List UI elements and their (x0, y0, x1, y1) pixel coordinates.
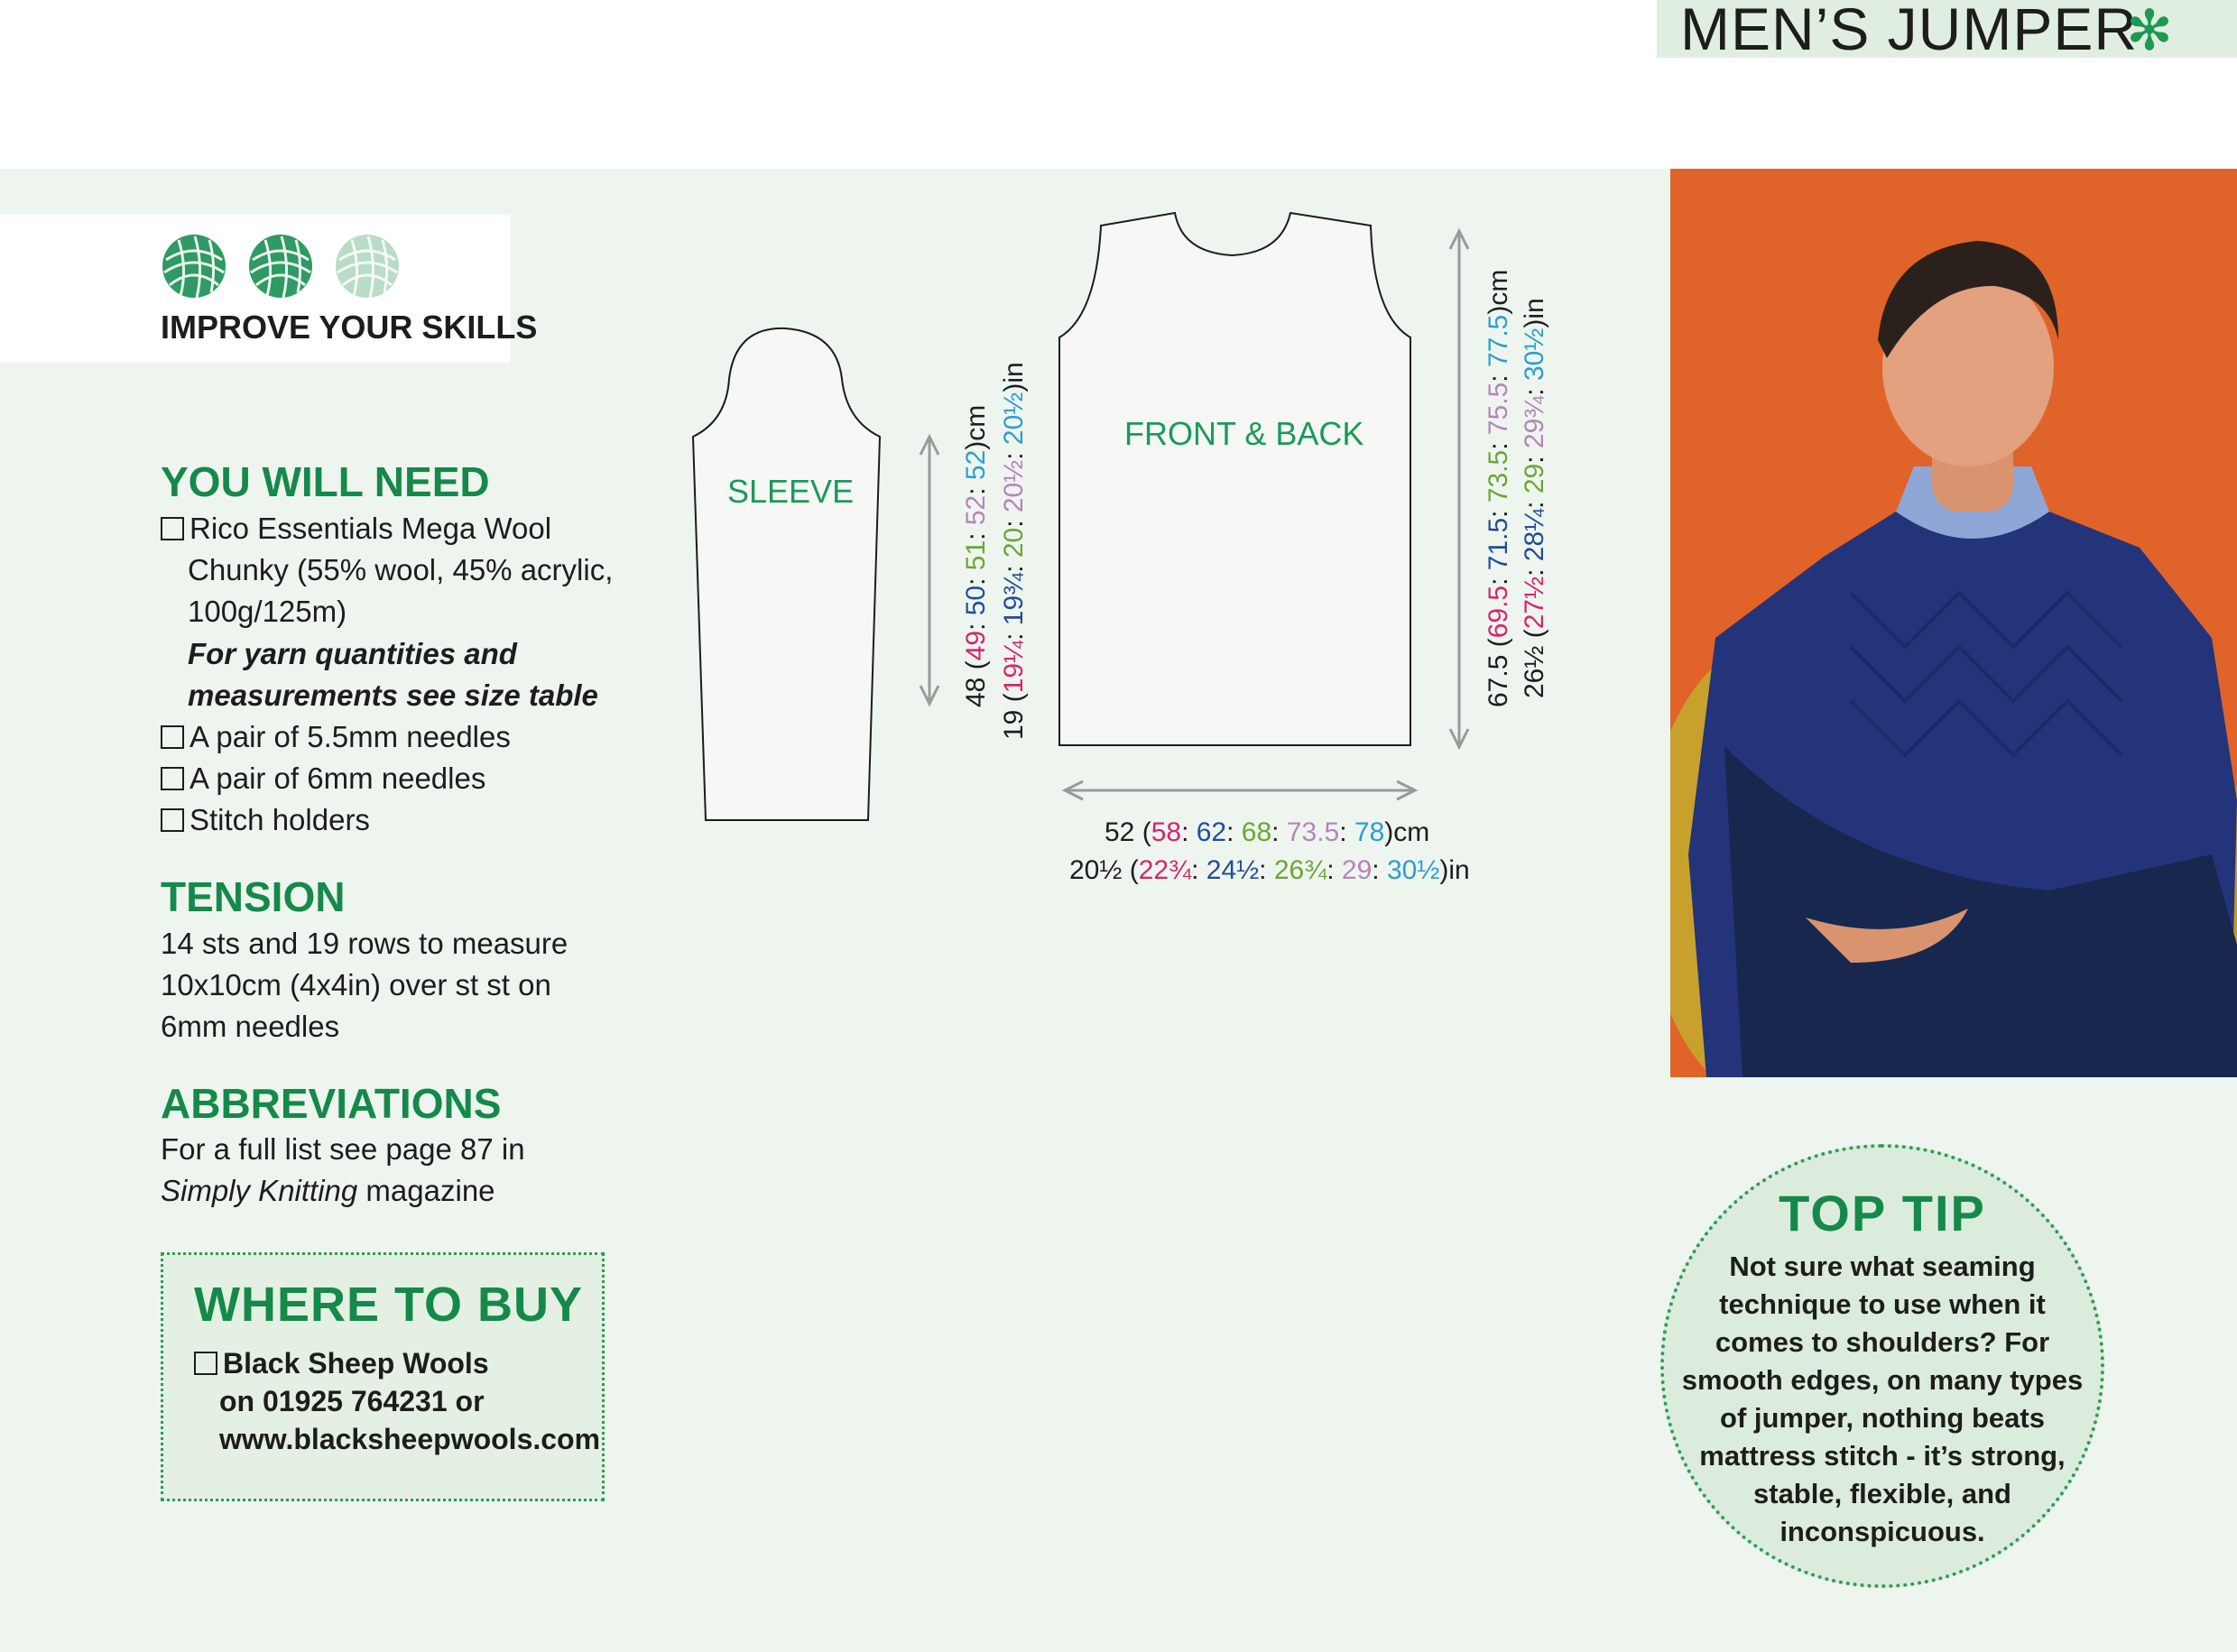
list-item: Rico Essentials Mega Wool (161, 508, 551, 549)
size-value: 67.5 (1484, 654, 1513, 707)
size-separator: : (961, 480, 991, 495)
size-value: 20½ (999, 392, 1029, 446)
stockist-name: Black Sheep Wools (194, 1347, 489, 1380)
top-tip-line: technique to use when it (1719, 1288, 2046, 1320)
size-separator: : (1484, 435, 1513, 450)
size-separator: : (1191, 855, 1206, 885)
page-title: MEN’S JUMPER (1680, 0, 2139, 62)
body-width-in (1069, 855, 1470, 886)
body-width-cm (1105, 817, 1429, 848)
size-value: 71.5 (1484, 517, 1513, 571)
size-separator: : (1326, 855, 1342, 885)
size-value: 28¼ (1520, 508, 1549, 562)
size-separator: : (1181, 817, 1197, 847)
size-separator: : (999, 445, 1029, 460)
size-separator: ( (1484, 638, 1513, 655)
where-to-buy-heading: WHERE TO BUY (194, 1278, 584, 1332)
list-item-continuation: Chunky (55% wool, 45% acrylic, (188, 553, 614, 586)
skill-level-label: IMPROVE YOUR SKILLS (161, 309, 538, 346)
size-value: 19¼ (999, 640, 1029, 694)
size-unit: )cm (1384, 817, 1430, 847)
sleeve-length-cm (961, 405, 992, 707)
list-item: Stitch holders (161, 799, 370, 841)
top-tip-line: mattress stitch - it’s strong, (1699, 1440, 2066, 1472)
size-value: 27½ (1520, 576, 1549, 630)
tension-text: 6mm needles (161, 1010, 340, 1043)
list-item: A pair of 6mm needles (161, 758, 485, 799)
size-separator: ( (1134, 817, 1151, 847)
you-will-need-heading: YOU WILL NEED (161, 458, 490, 505)
size-value: 19¾ (999, 572, 1029, 626)
size-value: 48 (961, 677, 991, 707)
body-length-in (1520, 298, 1550, 698)
stockist-phone: on 01925 764231 or (219, 1385, 485, 1417)
size-value: 29 (1341, 855, 1373, 885)
size-separator: ( (1520, 629, 1549, 646)
size-value: 62 (1196, 817, 1227, 847)
sleeve-shape (693, 328, 880, 820)
size-value: 73.5 (1484, 449, 1513, 503)
size-value: 22¾ (1138, 855, 1192, 885)
size-separator: : (999, 625, 1029, 641)
size-value: 29 (1520, 463, 1549, 494)
body-label: FRONT & BACK (1124, 415, 1364, 452)
top-tip-line: stable, flexible, and (1753, 1478, 2011, 1509)
size-value: 58 (1151, 817, 1182, 847)
abbreviations-text: Simply Knitting magazine (161, 1174, 495, 1207)
yarn-note: For yarn quantities and (188, 637, 517, 670)
size-separator: : (1520, 494, 1549, 509)
top-tip-circle (1660, 1144, 2104, 1588)
size-value: 30½ (1386, 855, 1440, 885)
size-separator: : (961, 615, 991, 631)
size-value: 52 (1105, 817, 1135, 847)
size-separator: ( (961, 660, 991, 678)
size-value: 78 (1354, 817, 1385, 847)
size-separator: : (1520, 561, 1549, 577)
size-value: 52 (961, 449, 991, 481)
list-item: A pair of 5.5mm needles (161, 716, 511, 758)
size-value: 73.5 (1286, 817, 1340, 847)
size-value: 30½ (1520, 328, 1549, 382)
abbreviations-text: For a full list see page 87 in (161, 1132, 525, 1166)
body-length-cm (1484, 270, 1514, 707)
star-icon: ✻ (2126, 0, 2173, 62)
size-unit: )cm (961, 404, 991, 450)
size-separator: ( (999, 693, 1029, 710)
top-tip-line: smooth edges, on many types (1681, 1364, 2084, 1396)
size-value: 20½ (999, 459, 1029, 513)
size-value: 49 (961, 630, 991, 661)
tension-heading: TENSION (161, 873, 346, 920)
size-separator: : (1520, 448, 1549, 464)
size-value: 20½ (1069, 855, 1123, 885)
sleeve-label: SLEEVE (727, 473, 855, 510)
size-separator: ( (1122, 855, 1139, 885)
body-shape (1059, 213, 1410, 745)
size-separator: : (1339, 817, 1354, 847)
size-value: 26¾ (1273, 855, 1327, 885)
size-value: 52 (961, 494, 991, 526)
size-value: 68 (1241, 817, 1272, 847)
top-tip-line: inconspicuous. (1779, 1516, 1985, 1547)
size-value: 75.5 (1484, 382, 1513, 436)
size-separator: : (1520, 381, 1549, 396)
sleeve-length-in (999, 362, 1030, 740)
model-photo-image (1670, 169, 2237, 1077)
size-unit: )in (999, 362, 1029, 392)
top-tip-line: of jumper, nothing beats (1720, 1402, 2045, 1434)
size-value: 26½ (1520, 645, 1549, 698)
model-photo (1670, 169, 2237, 1077)
size-separator: : (999, 558, 1029, 573)
stockist-website[interactable]: www.blacksheepwools.com (219, 1423, 601, 1455)
size-separator: : (999, 512, 1029, 528)
top-tip-line: comes to shoulders? For (1715, 1326, 2050, 1358)
size-separator: : (1484, 367, 1513, 383)
size-value: 51 (961, 540, 991, 571)
size-unit: )in (1439, 855, 1470, 885)
size-separator: : (961, 570, 991, 586)
top-tip-line: Not sure what seaming (1729, 1251, 2036, 1282)
size-value: 77.5 (1484, 314, 1513, 368)
size-separator: : (1259, 855, 1274, 885)
top-tip-heading: TOP TIP (1779, 1185, 1986, 1241)
list-item-continuation: 100g/125m) (188, 595, 347, 628)
size-value: 24½ (1206, 855, 1260, 885)
size-separator: : (1484, 570, 1513, 586)
size-value: 20 (999, 527, 1029, 558)
size-value: 29¾ (1520, 395, 1549, 449)
size-unit: )in (1520, 298, 1549, 328)
tension-text: 10x10cm (4x4in) over st st on (161, 968, 551, 1001)
size-value: 19 (999, 709, 1029, 740)
size-value: 69.5 (1484, 585, 1513, 639)
size-separator: : (961, 525, 991, 540)
size-separator: : (1372, 855, 1387, 885)
size-separator: : (1271, 817, 1287, 847)
size-separator: : (1226, 817, 1242, 847)
size-value: 50 (961, 585, 991, 616)
abbreviations-heading: ABBREVIATIONS (161, 1080, 502, 1127)
size-unit: )cm (1484, 269, 1513, 315)
tension-text: 14 sts and 19 rows to measure (161, 927, 568, 960)
yarn-note: measurements see size table (188, 678, 598, 712)
size-separator: : (1484, 503, 1513, 518)
